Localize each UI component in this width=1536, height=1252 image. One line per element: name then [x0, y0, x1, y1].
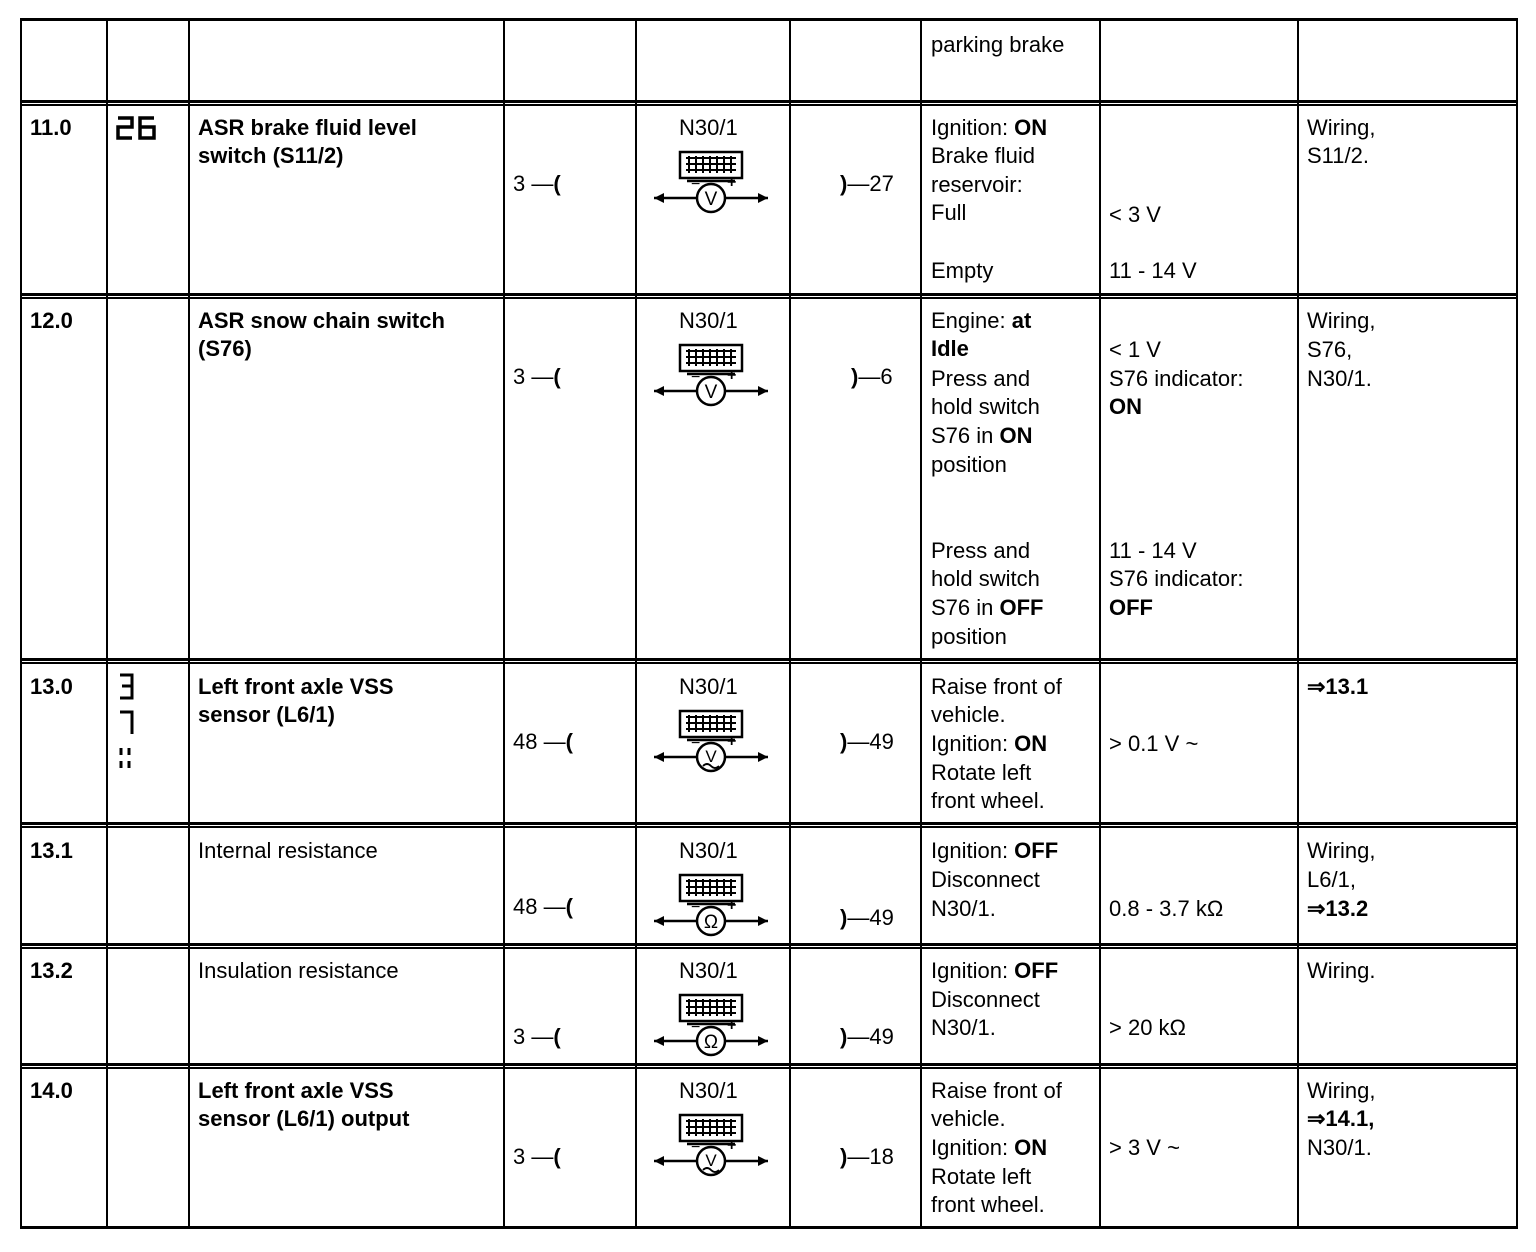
condition-text: parking brake — [931, 32, 1065, 57]
condition-text: Ignition: ON — [931, 115, 1048, 140]
col-border — [20, 18, 22, 1229]
test-title: Left front axle VSS — [198, 674, 394, 699]
col-border — [503, 18, 505, 1229]
condition-text: Disconnect — [931, 987, 1040, 1012]
step-number: 14.0 — [30, 1078, 73, 1103]
col-border — [789, 18, 791, 1229]
pin-right: )―49 — [840, 905, 894, 930]
remedy-text: S76, — [1307, 337, 1353, 362]
row-border — [20, 297, 1518, 299]
test-title: Insulation resistance — [198, 958, 399, 983]
connector-label: N30/1 — [679, 1078, 738, 1103]
condition-text: front wheel. — [931, 1192, 1045, 1217]
svg-text:Ω: Ω — [703, 912, 719, 933]
row-border — [20, 1226, 1518, 1229]
svg-text:−: − — [691, 899, 701, 916]
nominal-value: 0.8 - 3.7 kΩ — [1109, 896, 1224, 921]
col-border — [920, 18, 922, 1229]
step-number: 11.0 — [30, 115, 72, 140]
condition-text: Empty — [931, 258, 994, 283]
row-border — [20, 662, 1518, 664]
col-border — [106, 18, 108, 1229]
condition-text: Full — [931, 200, 967, 225]
col-border — [1099, 18, 1101, 1229]
svg-text:V: V — [705, 1151, 717, 1170]
nominal-value: S76 indicator: — [1109, 366, 1244, 391]
condition-text: Press and — [931, 366, 1031, 391]
pin-left: 3 ―( — [513, 364, 561, 389]
remedy-link[interactable]: ⇒13.1 — [1307, 674, 1369, 699]
remedy-link[interactable]: ⇒14.1, — [1307, 1106, 1375, 1131]
ohmmeter-icon — [652, 861, 772, 953]
pin-left: 3 ―( — [513, 1024, 561, 1049]
step-number: 13.2 — [30, 958, 73, 983]
row-border — [20, 18, 1518, 21]
remedy-text: Wiring, — [1307, 115, 1376, 140]
svg-text:V: V — [705, 747, 717, 766]
pin-right: )―49 — [840, 1024, 894, 1049]
condition-text: hold switch — [931, 566, 1040, 591]
condition-text: Ignition: ON — [931, 1135, 1048, 1160]
svg-text:V: V — [704, 189, 718, 210]
svg-text:+: + — [727, 897, 737, 914]
svg-text:+: + — [727, 367, 737, 384]
test-title: (S76) — [198, 336, 252, 361]
connector-label: N30/1 — [679, 958, 738, 983]
row-border — [20, 826, 1518, 828]
nominal-value: S76 indicator: — [1109, 566, 1244, 591]
connector-label: N30/1 — [679, 838, 738, 863]
condition-text: vehicle. — [931, 1106, 1006, 1131]
svg-text:−: − — [691, 176, 701, 193]
remedy-text: Wiring, — [1307, 308, 1376, 333]
pin-left: 48 ―( — [513, 729, 573, 754]
nominal-value: OFF — [1109, 595, 1153, 620]
test-title: Left front axle VSS — [198, 1078, 394, 1103]
nominal-value: > 20 kΩ — [1109, 1015, 1186, 1040]
row-border — [20, 104, 1518, 106]
test-title: sensor (L6/1) output — [198, 1106, 410, 1131]
pin-right: )―49 — [840, 729, 894, 754]
nominal-value: 11 - 14 V — [1109, 258, 1197, 283]
connector-label: N30/1 — [679, 308, 738, 333]
condition-text: S76 in ON — [931, 423, 1033, 448]
svg-text:+: + — [727, 174, 737, 191]
condition-text: Disconnect — [931, 867, 1040, 892]
step-number: 12.0 — [30, 308, 73, 333]
pin-right: )―27 — [840, 171, 894, 196]
step-number: 13.1 — [30, 838, 73, 863]
condition-text: position — [931, 452, 1007, 477]
row-border — [20, 822, 1518, 825]
col-border — [635, 18, 637, 1229]
condition-text: Rotate left — [931, 760, 1032, 785]
blink-code-vertical-icon — [118, 672, 140, 772]
svg-text:+: + — [727, 1137, 737, 1154]
col-border — [1516, 18, 1518, 1229]
step-number: 13.0 — [30, 674, 73, 699]
pin-right: )―18 — [840, 1144, 894, 1169]
test-title: ASR brake fluid level — [198, 115, 417, 140]
voltmeter-icon — [652, 331, 772, 423]
svg-text:−: − — [691, 735, 701, 752]
svg-text:+: + — [727, 1017, 737, 1034]
condition-text: Ignition: OFF — [931, 838, 1059, 863]
condition-text: Engine: at — [931, 308, 1032, 333]
condition-text: Idle — [931, 336, 969, 361]
row-border — [20, 658, 1518, 661]
test-title: switch (S11/2) — [198, 143, 344, 168]
pin-left: 48 ―( — [513, 894, 573, 919]
test-title: sensor (L6/1) — [198, 702, 335, 727]
condition-text: N30/1. — [931, 1015, 996, 1040]
connector-label: N30/1 — [679, 115, 738, 140]
svg-text:−: − — [691, 1139, 701, 1156]
condition-text: position — [931, 624, 1007, 649]
condition-text: Brake fluid — [931, 143, 1035, 168]
nominal-value: < 3 V — [1109, 202, 1161, 227]
connector-label: N30/1 — [679, 674, 738, 699]
voltmeter-icon — [652, 138, 772, 230]
row-border — [20, 100, 1518, 103]
test-title: Internal resistance — [198, 838, 378, 863]
condition-text: S76 in OFF — [931, 595, 1044, 620]
svg-text:−: − — [691, 369, 701, 386]
nominal-value: > 3 V ~ — [1109, 1135, 1180, 1160]
ohmmeter-icon — [652, 981, 772, 1073]
nominal-value: > 0.1 V ~ — [1109, 731, 1199, 756]
remedy-link[interactable]: ⇒13.2 — [1307, 896, 1369, 921]
col-border — [1297, 18, 1299, 1229]
remedy-text: L6/1, — [1307, 867, 1356, 892]
nominal-value: < 1 V — [1109, 337, 1161, 362]
condition-text: Raise front of — [931, 674, 1062, 699]
condition-text: Rotate left — [931, 1164, 1032, 1189]
pin-right: )―6 — [851, 364, 893, 389]
ac-voltmeter-icon — [652, 1101, 772, 1193]
remedy-text: S11/2. — [1307, 143, 1369, 168]
ac-voltmeter-icon — [652, 697, 772, 789]
condition-text: reservoir: — [931, 172, 1023, 197]
blink-code-26-icon — [116, 115, 158, 141]
svg-text:Ω: Ω — [703, 1032, 719, 1053]
remedy-text: Wiring. — [1307, 958, 1376, 983]
condition-text: hold switch — [931, 394, 1040, 419]
pin-left: 3 ―( — [513, 1144, 561, 1169]
condition-text: vehicle. — [931, 702, 1006, 727]
svg-text:−: − — [691, 1019, 701, 1036]
condition-text: front wheel. — [931, 788, 1045, 813]
nominal-value: ON — [1109, 394, 1142, 419]
svg-text:V: V — [704, 382, 718, 403]
row-border — [20, 293, 1518, 296]
condition-text: Raise front of — [931, 1078, 1062, 1103]
condition-text: Ignition: ON — [931, 731, 1048, 756]
test-title: ASR snow chain switch — [198, 308, 445, 333]
remedy-text: N30/1. — [1307, 1135, 1372, 1160]
col-border — [188, 18, 190, 1229]
svg-text:+: + — [727, 733, 737, 750]
remedy-text: N30/1. — [1307, 366, 1372, 391]
condition-text: N30/1. — [931, 896, 996, 921]
pin-left: 3 ―( — [513, 171, 561, 196]
remedy-text: Wiring, — [1307, 838, 1376, 863]
nominal-value: 11 - 14 V — [1109, 538, 1197, 563]
condition-text: Ignition: OFF — [931, 958, 1059, 983]
condition-text: Press and — [931, 538, 1031, 563]
remedy-text: Wiring, — [1307, 1078, 1376, 1103]
